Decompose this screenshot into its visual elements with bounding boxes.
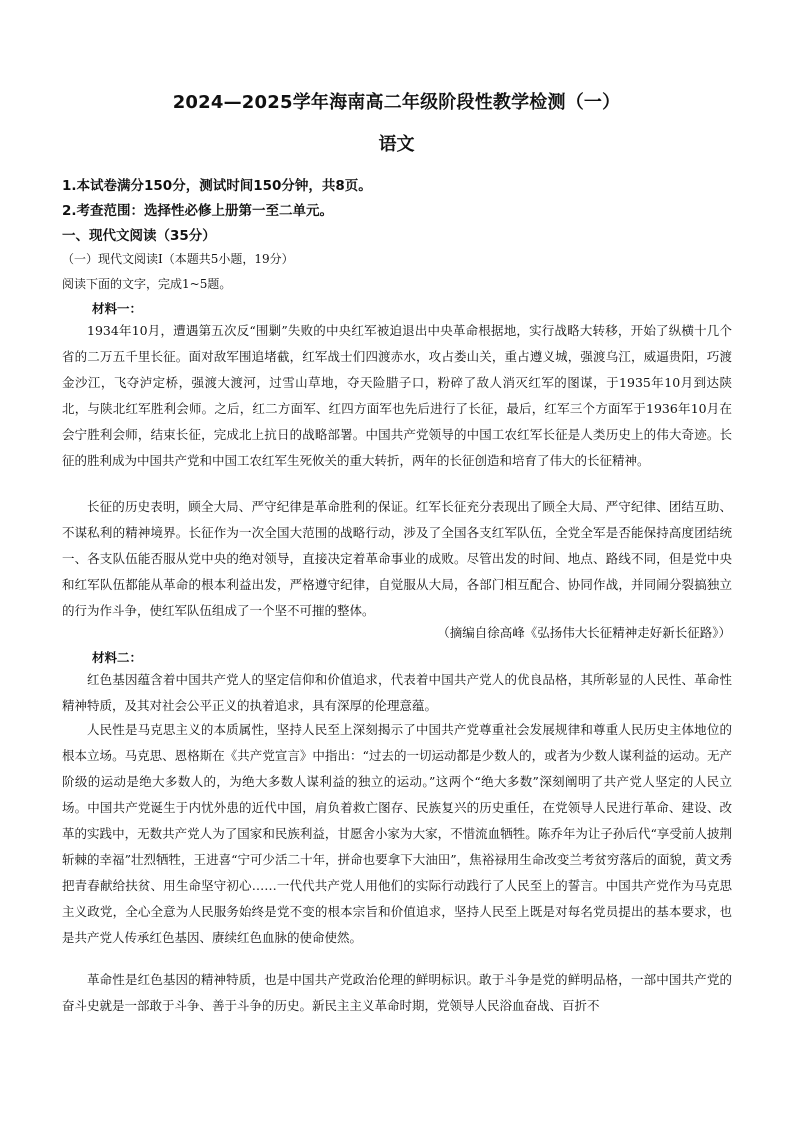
section-heading: 一、现代文阅读（35分） — [62, 228, 216, 244]
exam-title: 2024—2025学年海南高二年级阶段性教学检测（一） — [172, 92, 621, 113]
instruction-1: 1.本试卷满分150分，测试时间150分钟，共8页。 — [62, 178, 372, 194]
exam-subject: 语文 — [378, 134, 415, 155]
material-2-paragraph: 人民性是马克思主义的本质属性，坚持人民至上深刻揭示了中国共产党尊重社会发展规律和尊重人民历史主体地位的根本立场。马克思、恩格斯在《共产党宣言》中指出：“过去的一切运动都是少数人的，或者为少数人谋利益的运动。无产阶级的运动是绝大多数人的，为绝大多数人谋利益的独立的运动。”这两个“绝大多数”深刻阐明了共产党人坚定的人民立场。中国共产党诞生于内忧外患的近代中国，肩负着救亡图存、民族复兴的历史重任，在党领导人民进行革命、建设、改革的实践中，无数共产党人为了国家和民族利益，甘愿舍小家为大家，不惜流血牺牲。陈乔年为让子孙后代“享受前人披荆斩棘的幸福”壮烈牺牲，王进喜“宁可少活二十年，拼命也要拿下大油田”，焦裕禄用生命改变兰考贫穷落后的面貌，黄文秀把青春献给扶贫、用生命坚守初心……一代代共产党人用他们的实际行动践行了人民至上的誓言。中国共产党作为马克思主义政党，全心全意为人民服务始终是党不变的根本宗旨和价值追求，坚持人民至上既是对每名党员提出的基本要求，也是共产党人传承红色基因、赓续红色血脉的使命使然。 — [62, 722, 732, 945]
material-1-paragraph: 长征的历史表明，顾全大局、严守纪律是革命胜利的保证。红军长征充分表现出了顾全大局、严守纪律、团结互助、不谋私利的精神境界。长征作为一次全国大范围的战略行动，涉及了全国各支红军队伍，全党全军是否能保持高度团结统一、各支队伍能否服从党中央的绝对领导，直接决定着革命事业的成败。尽管出发的时间、地点、路线不同，但是党中央和红军队伍都能从革命的根本利益出发，严格遵守纪律，自觉服从大局，各部门相互配合、协同作战，并同闹分裂搞独立的行为作斗争，使红军队伍组成了一个坚不可摧的整体。 — [62, 499, 732, 618]
section-subheading: （一）现代文阅读Ⅰ（本题共5小题，19分） — [62, 252, 294, 266]
material-1-source: （摘编自徐高峰《弘扬伟大长征精神走好新长征路》） — [437, 625, 731, 640]
material-1-paragraph: 1934年10月，遭遇第五次反“围剿”失败的中央红军被迫退出中央革命根据地，实行战略大转移，开始了纵横十几个省的二万五千里长征。面对敌军围追堵截，红军战士们四渡赤水，攻占娄山关，重占遵义城，强渡乌江，威逼贵阳，巧渡金沙江，飞夺泸定桥，强渡大渡河，过雪山草地，夺天险腊子口，粉碎了敌人消灭红军的图谋，于1935年10月到达陕北，与陕北红军胜利会师。之后，红二方面军、红四方面军也先后进行了长征，最后，红军三个方面军于1936年10月在会宁胜利会师，结束长征，完成北上抗日的战略部署。中国共产党领导的中国工农红军长征是人类历史上的伟大奇迹。长征的胜利成为中国共产党和中国工农红军生死攸关的重大转折，两年的长征创造和培育了伟大的长征精神。 — [62, 323, 732, 468]
instruction-2: 2.考查范围：选择性必修上册第一至二单元。 — [62, 203, 334, 219]
material-2-paragraph: 革命性是红色基因的精神特质，也是中国共产党政治伦理的鲜明标识。敢于斗争是党的鲜明品格，一部中国共产党的奋斗史就是一部敢于斗争、善于斗争的历史。新民主主义革命时期，党领导人民浴血奋战、百折不 — [62, 972, 732, 1013]
reading-prompt: 阅读下面的文字，完成1~5题。 — [62, 277, 232, 291]
material-1-label: 材料一： — [92, 301, 143, 316]
material-2-paragraph: 红色基因蕴含着中国共产党人的坚定信仰和价值追求，代表着中国共产党人的优良品格，其所彰显的人民性、革命性精神特质，及其对社会公平正义的执着追求，具有深厚的伦理意蕴。 — [62, 672, 732, 713]
material-2-label: 材料二： — [92, 650, 143, 665]
